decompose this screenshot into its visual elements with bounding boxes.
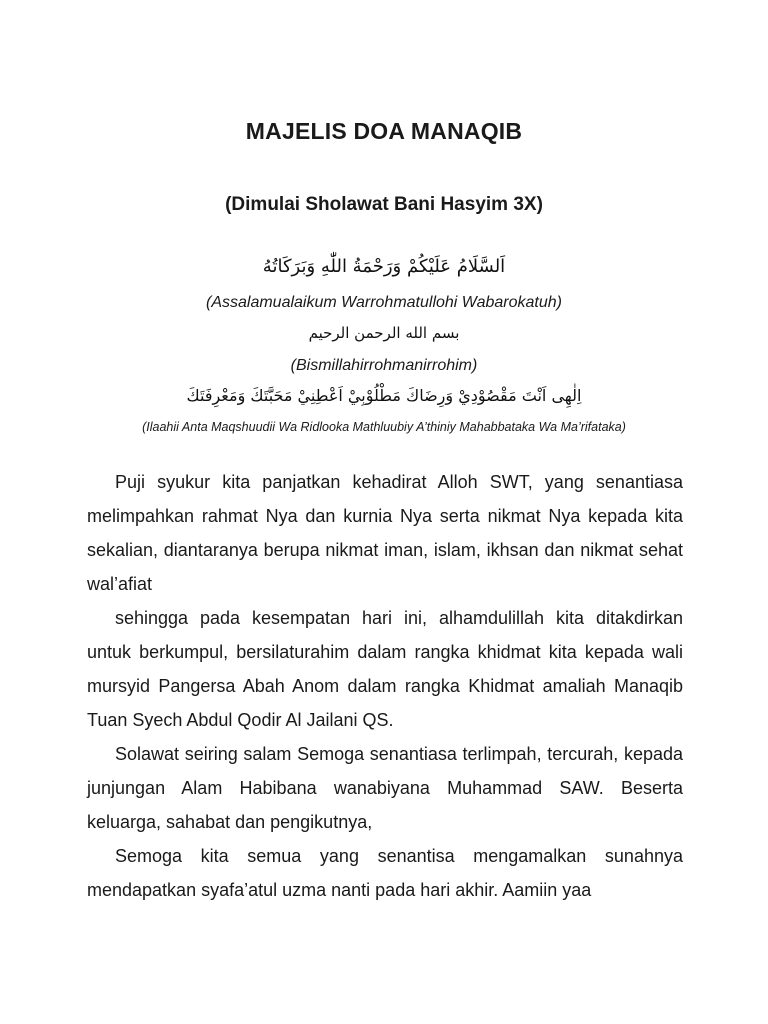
basmalah-transliteration: (Bismillahirrohmanirrohim) [290, 357, 478, 374]
paragraph-3: Solawat seiring salam Semoga senantiasa terlimpah, tercurah, kepada junjungan Alam Habibana wanabiyana Muhammad SAW. Beserta keluarga, sahabat dan pengikutnya, [87, 744, 683, 832]
paragraph-4: Semoga kita semua yang senantisa mengamalkan sunahnya mendapatkan syafa’atul uzma nanti pada hari akhir. Aamiin yaa [87, 846, 683, 900]
paragraph-1: Puji syukur kita panjatkan kehadirat Alloh SWT, yang senantiasa melimpahkan rahmat Nya dan kurnia Nya serta nikmat Nya kepada kita sekalian, diantaranya berupa nikmat iman, islam, ikhsan dan nikmat sehat wal’afiat [87, 472, 683, 594]
paragraph-2: sehingga pada kesempatan hari ini, alhamdulillah kita ditakdirkan untuk berkumpul, bersilaturahim dalam rangka khidmat kita kepada wali mursyid Pangersa Abah Anom dalam rangka Khidmat amaliah Manaqib Tuan Syech Abdul Qodir Al Jailani QS. [87, 608, 683, 730]
document-title: MAJELIS DOA MANAQIB [245, 118, 523, 144]
document-subtitle: (Dimulai Sholawat Bani Hasyim 3X) [225, 194, 543, 215]
basmalah-arabic: بسم الله الرحمن الرحيم [308, 324, 460, 342]
salam-arabic: اَلسَّلَامُ عَلَيْكُمْ وَرَحْمَةُ اللّٰهِ وَبَرَكَاتُهُ [262, 256, 506, 277]
ilahi-arabic: اِلٰهِى اَنْتَ مَقْصُوْدِيْ وَرِضَاكَ مَطْلُوْبِيْ اَعْطِنِيْ مَحَبَّتَكَ وَمَعْرِفَتَكَ [186, 386, 582, 405]
body-text [87, 465, 683, 907]
salam-transliteration: (Assalamualaikum Warrohmatullohi Wabarokatuh) [206, 294, 562, 311]
ilahi-transliteration: (Ilaahii Anta Maqshuudii Wa Ridlooka Mathluubiy A’thiniy Mahabbataka Wa Ma’rifataka) [142, 420, 626, 434]
